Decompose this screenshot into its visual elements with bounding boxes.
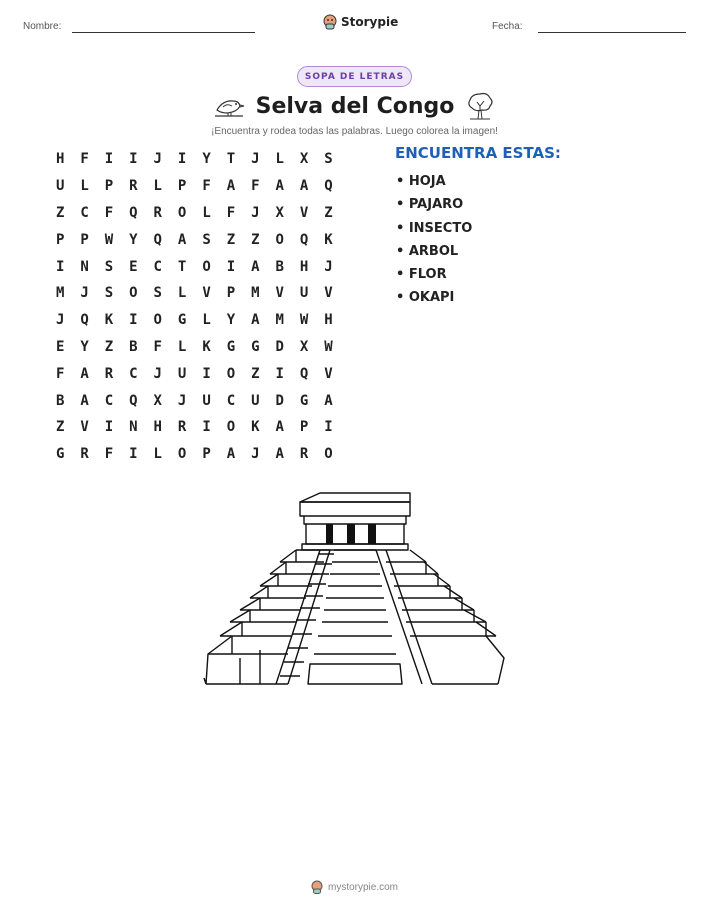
word-item: • FLOR (396, 267, 447, 283)
name-line[interactable] (72, 32, 255, 33)
name-label: Nombre: (23, 21, 62, 32)
grid-letter[interactable]: I (177, 151, 187, 168)
grid-letter[interactable]: I (104, 151, 114, 168)
grid-letter[interactable]: Z (251, 365, 260, 382)
grid-row (48, 360, 341, 387)
grid-row (48, 307, 341, 334)
grid-letter[interactable]: A (80, 365, 89, 382)
grid-letter[interactable]: P (104, 178, 114, 195)
grid-letter[interactable]: I (226, 258, 236, 275)
grid-letter[interactable]: P (80, 231, 89, 248)
grid-letter[interactable]: Y (129, 231, 138, 248)
grid-letter[interactable]: N (129, 419, 138, 436)
grid-letter[interactable]: Z (324, 204, 333, 221)
letter-grid (48, 146, 341, 468)
grid-letter[interactable]: L (177, 285, 187, 302)
grid-letter[interactable]: J (251, 151, 260, 168)
grid-letter[interactable]: L (202, 204, 211, 221)
grid-letter[interactable]: F (104, 204, 114, 221)
grid-letter[interactable]: G (177, 312, 187, 329)
grid-letter[interactable]: Q (299, 365, 309, 382)
storypie-mascot-icon (323, 14, 337, 30)
grid-letter[interactable]: Q (129, 392, 138, 409)
grid-letter[interactable]: O (324, 446, 333, 463)
grid-letter[interactable]: K (202, 338, 211, 355)
grid-letter[interactable]: Z (55, 419, 65, 436)
grid-letter[interactable]: I (275, 365, 284, 382)
grid-row (48, 414, 341, 441)
grid-letter[interactable]: M (275, 312, 284, 329)
grid-letter[interactable]: G (55, 446, 65, 463)
grid-letter[interactable]: Q (129, 204, 138, 221)
grid-letter[interactable]: B (129, 338, 138, 355)
grid-letter[interactable]: B (55, 392, 65, 409)
grid-letter[interactable]: L (153, 178, 162, 195)
grid-letter[interactable]: A (324, 392, 333, 409)
grid-letter[interactable]: K (251, 419, 260, 436)
grid-row (48, 280, 341, 307)
grid-letter[interactable]: U (177, 365, 187, 382)
footer-url[interactable]: mystorypie.com (327, 881, 398, 893)
grid-letter[interactable]: R (104, 365, 114, 382)
grid-letter[interactable]: L (202, 312, 211, 329)
grid-letter[interactable]: V (324, 285, 333, 302)
grid-letter[interactable]: Z (104, 338, 114, 355)
grid-letter[interactable]: Q (153, 231, 162, 248)
grid-row (48, 253, 341, 280)
grid-letter[interactable]: R (80, 446, 89, 463)
grid-letter[interactable]: J (177, 392, 187, 409)
grid-letter[interactable]: J (80, 285, 89, 302)
grid-letter[interactable]: E (129, 258, 138, 275)
grid-letter[interactable]: A (177, 231, 187, 248)
grid-letter[interactable]: S (153, 285, 162, 302)
grid-letter[interactable]: I (202, 419, 211, 436)
grid-letter[interactable]: T (226, 151, 236, 168)
grid-row (48, 441, 341, 468)
brand-name: Storypie (341, 15, 399, 29)
grid-letter[interactable]: J (153, 365, 162, 382)
grid-letter[interactable]: S (104, 285, 114, 302)
grid-letter[interactable]: F (104, 446, 114, 463)
grid-letter[interactable]: T (177, 258, 187, 275)
grid-letter[interactable]: J (55, 312, 65, 329)
worksheet-type-badge: SOPA DE LETRAS (297, 66, 412, 87)
grid-letter[interactable]: H (153, 419, 162, 436)
grid-letter[interactable]: F (55, 365, 65, 382)
grid-letter[interactable]: G (299, 392, 309, 409)
grid-letter[interactable]: O (202, 258, 211, 275)
word-item: • ARBOL (396, 243, 459, 259)
grid-letter[interactable]: A (275, 419, 284, 436)
date-line[interactable] (538, 32, 686, 33)
grid-letter[interactable]: W (299, 312, 309, 329)
grid-letter[interactable]: X (299, 338, 309, 355)
grid-letter[interactable]: A (226, 446, 236, 463)
page-title: Selva del Congo (255, 94, 455, 119)
grid-letter[interactable]: A (226, 178, 236, 195)
grid-letter[interactable]: S (202, 231, 211, 248)
wordlist (396, 170, 472, 310)
grid-letter[interactable]: U (299, 285, 309, 302)
grid-letter[interactable]: F (251, 178, 260, 195)
grid-letter[interactable]: Q (324, 178, 333, 195)
grid-letter[interactable]: V (275, 285, 284, 302)
word-item: • HOJA (396, 174, 446, 189)
grid-letter[interactable]: Z (226, 231, 236, 248)
grid-letter[interactable]: J (153, 151, 162, 168)
grid-row (48, 200, 341, 227)
grid-letter[interactable]: P (177, 178, 187, 195)
grid-letter[interactable]: Q (299, 231, 309, 248)
grid-letter[interactable]: L (177, 338, 187, 355)
grid-letter[interactable]: P (226, 285, 236, 302)
grid-letter[interactable]: M (251, 285, 260, 302)
grid-letter[interactable]: V (80, 419, 89, 436)
word-item: • PAJARO (396, 197, 464, 213)
grid-letter[interactable]: D (275, 392, 284, 409)
grid-letter[interactable]: H (299, 258, 309, 275)
grid-letter[interactable]: I (129, 446, 138, 463)
grid-letter[interactable]: O (275, 231, 284, 248)
grid-letter[interactable]: A (251, 258, 260, 275)
word-item: • OKAPI (396, 290, 455, 306)
grid-letter[interactable]: A (299, 178, 309, 195)
grid-letter[interactable]: J (324, 258, 333, 275)
instructions: ¡Encuentra y rodea todas las palabras. Luego colorea la imagen! (211, 126, 498, 137)
brand-logo (323, 14, 398, 30)
storypie-mascot-icon (311, 880, 323, 894)
grid-letter[interactable]: E (55, 338, 65, 355)
grid-letter[interactable]: N (80, 258, 89, 275)
tree-icon (465, 90, 495, 122)
grid-letter[interactable]: L (80, 178, 89, 195)
grid-letter[interactable]: O (177, 204, 187, 221)
word-item: • INSECTO (396, 220, 473, 236)
grid-letter[interactable]: U (251, 392, 260, 409)
grid-letter[interactable]: F (226, 204, 236, 221)
grid-row (48, 173, 341, 200)
grid-letter[interactable]: S (324, 151, 333, 168)
footer (0, 880, 709, 894)
grid-letter[interactable]: F (80, 151, 89, 168)
grid-letter[interactable]: S (104, 258, 114, 275)
grid-letter[interactable]: I (55, 258, 65, 275)
grid-letter[interactable]: G (226, 338, 236, 355)
grid-letter[interactable]: C (104, 392, 114, 409)
grid-letter[interactable]: I (202, 365, 211, 382)
grid-letter[interactable]: Y (80, 338, 89, 355)
grid-row (48, 226, 341, 253)
grid-letter[interactable]: V (299, 204, 309, 221)
grid-letter[interactable]: A (275, 446, 284, 463)
grid-letter[interactable]: X (299, 151, 309, 168)
grid-letter[interactable]: J (251, 446, 260, 463)
grid-letter[interactable]: O (226, 365, 236, 382)
grid-letter[interactable]: X (275, 204, 284, 221)
grid-letter[interactable]: X (153, 392, 162, 409)
grid-row (48, 146, 341, 173)
grid-letter[interactable]: C (153, 258, 162, 275)
grid-letter[interactable]: A (251, 312, 260, 329)
grid-letter[interactable]: L (275, 151, 284, 168)
grid-letter[interactable]: O (153, 312, 162, 329)
grid-letter[interactable]: D (275, 338, 284, 355)
grid-letter[interactable]: A (80, 392, 89, 409)
grid-letter[interactable]: L (153, 446, 162, 463)
pyramid-illustration (200, 488, 510, 698)
grid-letter[interactable]: Z (251, 231, 260, 248)
grid-letter[interactable]: W (324, 338, 333, 355)
grid-letter[interactable]: R (299, 446, 309, 463)
grid-letter[interactable]: H (324, 312, 333, 329)
grid-letter[interactable]: I (104, 419, 114, 436)
grid-row (48, 334, 341, 361)
grid-letter[interactable]: C (129, 365, 138, 382)
grid-letter[interactable]: Z (55, 204, 65, 221)
grid-letter[interactable]: R (153, 204, 162, 221)
grid-letter[interactable]: U (55, 178, 65, 195)
grid-letter[interactable]: F (153, 338, 162, 355)
grid-letter[interactable]: P (55, 231, 65, 248)
grid-letter[interactable]: B (275, 258, 284, 275)
grid-letter[interactable]: C (80, 204, 89, 221)
grid-letter[interactable]: G (251, 338, 260, 355)
grid-letter[interactable]: Y (202, 151, 211, 168)
grid-letter[interactable]: P (202, 446, 211, 463)
grid-letter[interactable]: C (226, 392, 236, 409)
grid-letter[interactable]: O (129, 285, 138, 302)
grid-letter[interactable]: K (324, 231, 333, 248)
grid-letter[interactable]: U (202, 392, 211, 409)
grid-letter[interactable]: F (202, 178, 211, 195)
grid-letter[interactable]: I (324, 419, 333, 436)
grid-letter[interactable]: R (177, 419, 187, 436)
grid-letter[interactable]: W (104, 231, 114, 248)
date-label: Fecha: (492, 21, 523, 32)
grid-letter[interactable]: I (129, 312, 138, 329)
grid-letter[interactable]: J (251, 204, 260, 221)
grid-letter[interactable]: Y (226, 312, 236, 329)
grid-letter[interactable]: I (129, 151, 138, 168)
grid-letter[interactable]: V (202, 285, 211, 302)
grid-letter[interactable]: P (299, 419, 309, 436)
grid-letter[interactable]: Q (80, 312, 89, 329)
grid-letter[interactable]: A (275, 178, 284, 195)
grid-letter[interactable]: V (324, 365, 333, 382)
grid-letter[interactable]: H (55, 151, 65, 168)
grid-row (48, 387, 341, 414)
grid-letter[interactable]: O (226, 419, 236, 436)
grid-letter[interactable]: O (177, 446, 187, 463)
grid-letter[interactable]: M (55, 285, 65, 302)
grid-letter[interactable]: R (129, 178, 138, 195)
wordlist-title: ENCUENTRA ESTAS: (395, 144, 561, 162)
grid-letter[interactable]: K (104, 312, 114, 329)
